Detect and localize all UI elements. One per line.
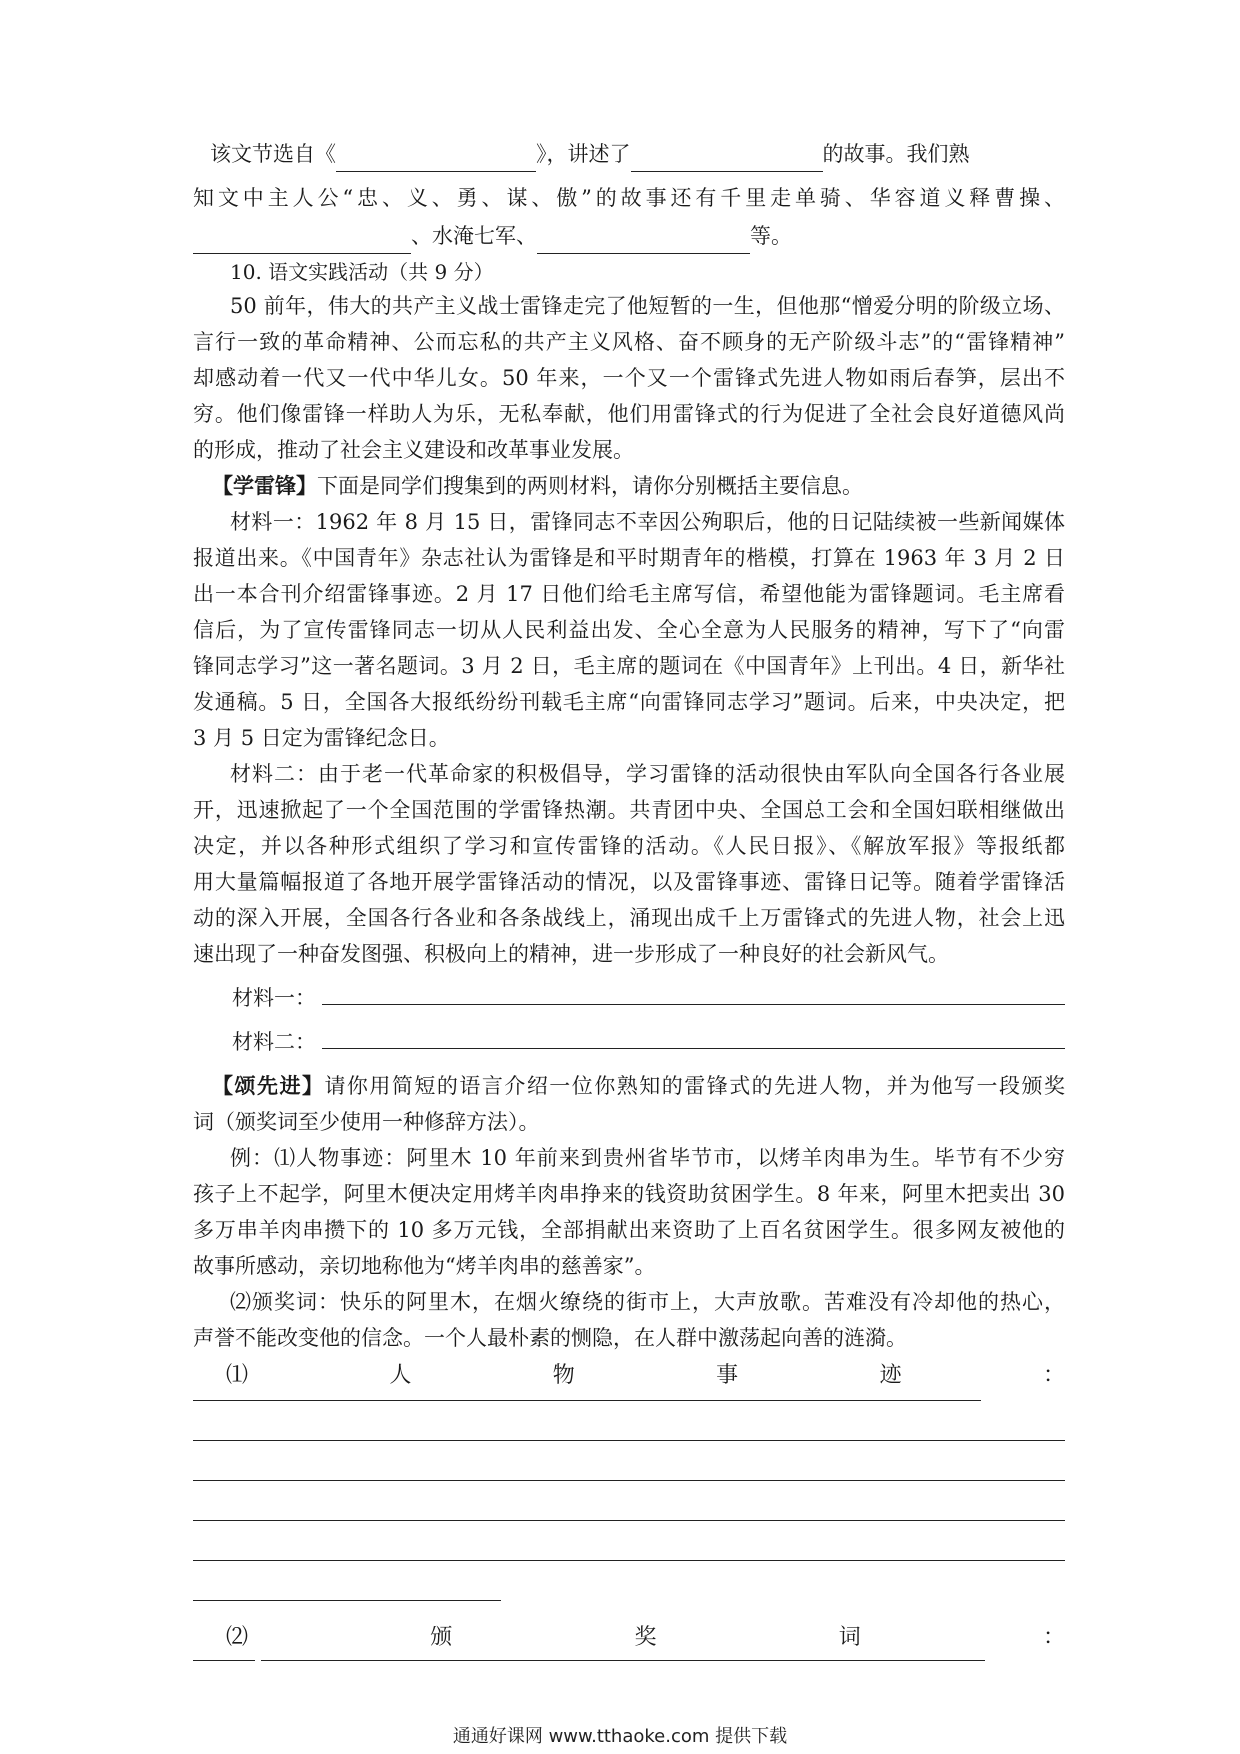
award-answer-line[interactable] xyxy=(261,1660,985,1661)
intro-line-3 xyxy=(193,218,1065,254)
para1-line: 的形成，推动了社会主义建设和改革事业发展。 xyxy=(193,438,634,462)
deeds-answer-line[interactable] xyxy=(193,1600,501,1601)
learn-heading: 【学雷锋】 xyxy=(212,473,317,498)
praise-instruction xyxy=(212,1068,1065,1104)
intro-text-a: 该文节选自《 xyxy=(210,142,336,166)
material2-line: 决定，并以各种形式组织了学习和宣传雷锋的活动。《人民日报》、《解放军报》等报纸都 xyxy=(193,834,1065,858)
material1-line: 发通稿。5 日，全国各大报纸纷纷刊载毛主席“向雷锋同志学习”题词。后来，中央决定，把 xyxy=(193,690,1065,714)
material1-line: 3 月 5 日定为雷锋纪念日。 xyxy=(193,726,450,750)
intro-line-2: 知文中主人公“忠、义、勇、谋、傲”的故事还有千里走单骑、华容道义释曹操、 xyxy=(193,186,1065,210)
material1-line: 材料一：1962 年 8 月 15 日，雷锋同志不幸因公殉职后，他的日记陆续被一些新闻媒体 xyxy=(230,510,1065,534)
material1-answer-line[interactable] xyxy=(322,1004,1065,1005)
material1-answer-label: 材料一： xyxy=(232,986,316,1010)
material1-line: 出一本合刊介绍雷锋事迹。2 月 17 日他们给毛主席写信，希望他能为雷锋题词。毛主席看 xyxy=(193,582,1065,606)
award-char: 词 xyxy=(838,1625,861,1650)
example-line: 故事所感动，亲切地称他为“烤羊肉串的慈善家”。 xyxy=(193,1254,656,1278)
award-prompt xyxy=(226,1620,1065,1656)
deeds-answer-line[interactable] xyxy=(193,1560,1065,1561)
example-line: 多万串羊肉串攒下的 10 多万元钱，全部捐献出来资助了上百名贫困学生。很多网友被他的 xyxy=(193,1218,1065,1242)
deeds-number: ⑴ xyxy=(226,1363,249,1388)
example-award-line: 声誉不能改变他的信念。一个人最朴素的恻隐，在人群中激荡起向善的涟漪。 xyxy=(193,1326,907,1350)
deeds-prompt xyxy=(226,1358,1065,1394)
material1-line: 锋同志学习”这一著名题词。3 月 2 日，毛主席的题词在《中国青年》上刊出。4 日，新华社 xyxy=(193,654,1065,678)
material2-answer-line[interactable] xyxy=(322,1048,1065,1049)
intro-text-b: 》，讲述了 xyxy=(536,142,631,166)
para1-line: 言行一致的革命精神、公而忘私的共产主义风格、奋不顾身的无产阶级斗志”的“雷锋精神” xyxy=(193,330,1065,354)
para1-line: 50 前年，伟大的共产主义战士雷锋走完了他短暂的一生，但他那“憎爱分明的阶级立场、 xyxy=(230,294,1065,318)
praise-text: 请你用简短的语言介绍一位你熟知的雷锋式的先进人物，并为他写一段颁奖 xyxy=(324,1074,1066,1098)
deeds-char: 人 xyxy=(389,1363,412,1388)
deeds-colon: ： xyxy=(1042,1363,1065,1388)
blank-story-3[interactable] xyxy=(537,227,750,254)
material2-line: 速出现了一种奋发图强、积极向上的精神，进一步形成了一种良好的社会新风气。 xyxy=(193,942,949,966)
intro-line-1 xyxy=(210,136,1082,172)
deeds-answer-line[interactable] xyxy=(193,1400,981,1401)
para1-line: 穷。他们像雷锋一样助人为乐，无私奉献，他们用雷锋式的行为促进了全社会良好道德风尚 xyxy=(193,402,1065,426)
example-award-line: ⑵颁奖词：快乐的阿里木，在烟火缭绕的街市上，大声放歌。苦难没有冷却他的热心， xyxy=(230,1290,1065,1314)
award-colon: ： xyxy=(1042,1625,1065,1650)
para1-line: 却感动着一代又一代中华儿女。50 年来，一个又一个雷锋式先进人物如雨后春笋，层出不 xyxy=(193,366,1065,390)
award-answer-line[interactable] xyxy=(193,1660,255,1661)
example-line: 例：⑴人物事迹：阿里木 10 年前来到贵州省毕节市，以烤羊肉串为生。毕节有不少穷 xyxy=(230,1146,1065,1170)
intro-text-e: 等。 xyxy=(750,224,792,248)
award-number: ⑵ xyxy=(226,1625,249,1650)
deeds-answer-line[interactable] xyxy=(193,1440,1065,1441)
learn-instruction xyxy=(212,468,1084,504)
material2-line: 材料二：由于老一代革命家的积极倡导，学习雷锋的活动很快由军队向全国各行各业展 xyxy=(230,762,1065,786)
example-line: 孩子上不起学，阿里木便决定用烤羊肉串挣来的钱资助贫困学生。8 年来，阿里木把卖出 30 xyxy=(193,1182,1065,1206)
deeds-char: 物 xyxy=(552,1363,575,1388)
award-char: 颁 xyxy=(430,1625,453,1650)
praise-heading: 【颂先进】 xyxy=(212,1073,325,1098)
material2-line: 用大量篇幅报道了各地开展学雷锋活动的情况，以及雷锋事迹、雷锋日记等。随着学雷锋活 xyxy=(193,870,1065,894)
praise-instruction-line-2: 词（颁奖词至少使用一种修辞方法）。 xyxy=(193,1110,540,1134)
intro-text-d: 、水淹七军、 xyxy=(411,224,537,248)
intro-text-c: 的故事。我们熟 xyxy=(822,142,970,166)
material1-line: 报道出来。《中国青年》杂志社认为雷锋是和平时期青年的楷模，打算在 1963 年 3 月 2 日 xyxy=(193,546,1065,570)
material1-line: 信后，为了宣传雷锋同志一切从人民利益出发、全心全意为人民服务的精神，写下了“向雷 xyxy=(193,618,1065,642)
material2-line: 动的深入开展，全国各行各业和各条战线上，涌现出成千上万雷锋式的先进人物，社会上迅 xyxy=(193,906,1065,930)
material2-line: 开，迅速掀起了一个全国范围的学雷锋热潮。共青团中央、全国总工会和全国妇联相继做出 xyxy=(193,798,1065,822)
blank-story[interactable] xyxy=(631,145,823,172)
page-footer: 通通好课网 www.tthaoke.com 提供下载 xyxy=(452,1726,788,1747)
award-char: 奖 xyxy=(634,1625,657,1650)
blank-story-2[interactable] xyxy=(193,227,411,254)
blank-source-book[interactable] xyxy=(336,145,536,172)
material2-answer-label: 材料二： xyxy=(232,1030,316,1054)
learn-text: 下面是同学们搜集到的两则材料，请你分别概括主要信息。 xyxy=(317,474,863,498)
deeds-answer-line[interactable] xyxy=(193,1520,1065,1521)
deeds-char: 迹 xyxy=(879,1363,902,1388)
deeds-char: 事 xyxy=(716,1363,739,1388)
deeds-answer-line[interactable] xyxy=(193,1480,1065,1481)
question-10-title: 10. 语文实践活动（共 9 分） xyxy=(230,260,494,284)
